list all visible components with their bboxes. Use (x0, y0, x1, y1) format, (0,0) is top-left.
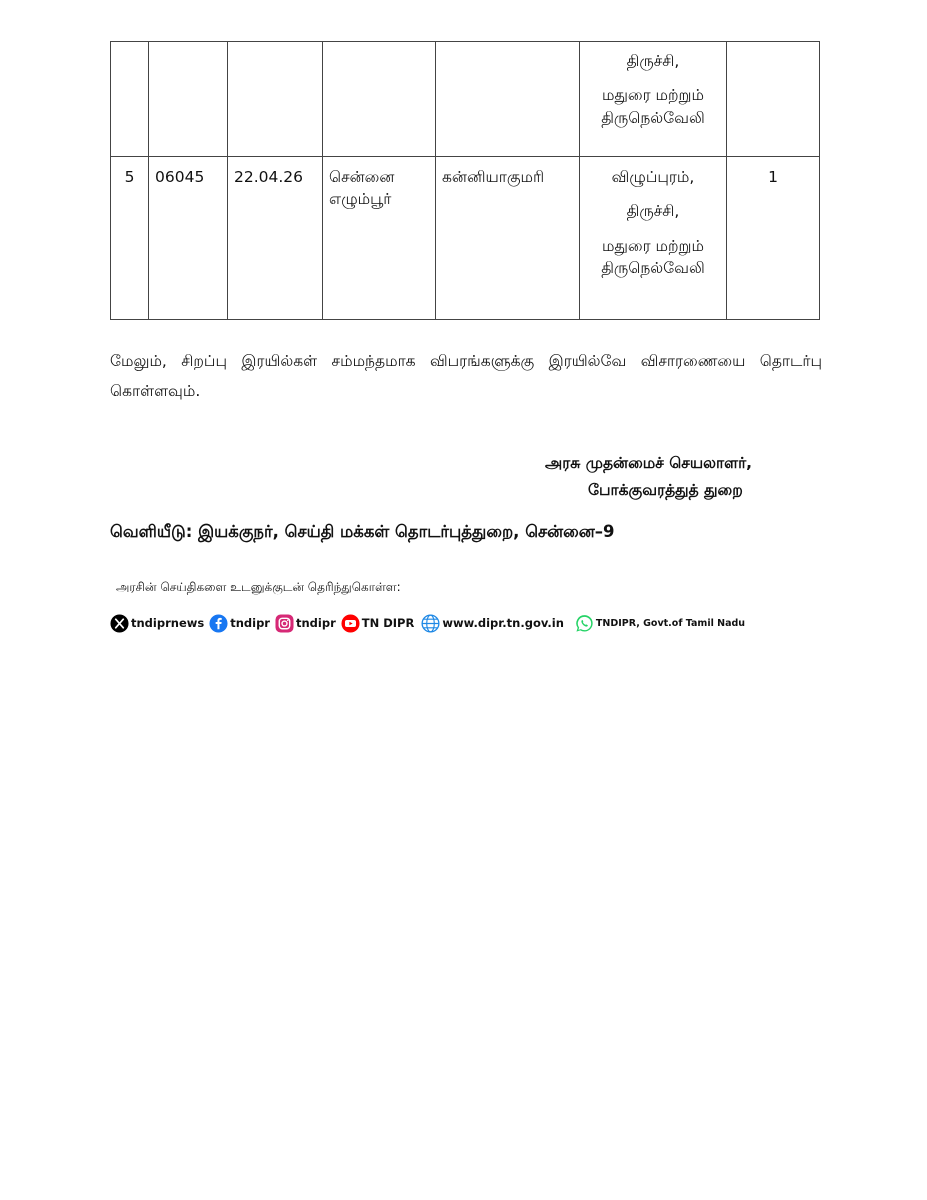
signatory-title: அரசு முதன்மைச் செயலாளர், (545, 454, 753, 472)
signature-block (520, 450, 820, 504)
youtube-icon (341, 614, 360, 633)
sno-cell: 5 (111, 157, 149, 320)
train-number-cell: 06045 (149, 157, 228, 320)
stop-item: மதுரை மற்றும் (602, 236, 704, 255)
enquiry-paragraph: மேலும், சிறப்பு இரயில்கள் சம்மந்தமாக விபரங்களுக்கு இரயில்வே விசாரணையை தொடர்பு கொள்ளவும். (110, 352, 822, 400)
special-trains-table (110, 41, 820, 320)
stop-item: திருநெல்வேலி (601, 108, 705, 127)
follow-caption: அரசின் செய்திகளை உடனுக்குடன் தெரிந்துகொள்ள: (116, 580, 401, 594)
stop-item: விழுப்புரம், (611, 168, 695, 186)
to-cell (436, 42, 580, 157)
social-link-website[interactable]: www.dipr.tn.gov.in (421, 614, 564, 633)
social-link-x[interactable]: tndiprnews (110, 614, 204, 633)
date-cell (228, 42, 323, 157)
stops-cell (580, 157, 727, 320)
table-row (111, 42, 820, 157)
count-cell: 1 (727, 157, 820, 320)
social-link-whatsapp[interactable]: TNDIPR, Govt.of Tamil Nadu (575, 614, 745, 633)
x-icon (110, 614, 129, 633)
globe-icon (421, 614, 440, 633)
stop-item: மதுரை மற்றும் (602, 86, 704, 105)
release-line: வெளியீடு: இயக்குநர், செய்தி மக்கள் தொடர்புத்துறை, சென்னை–9 (110, 522, 615, 541)
whatsapp-icon (575, 614, 594, 633)
social-link-instagram[interactable]: tndipr (275, 614, 336, 633)
to-cell: கன்னியாகுமரி (436, 157, 580, 320)
stop-item: திருச்சி, (626, 202, 680, 221)
instagram-icon (275, 614, 294, 633)
train-number-cell (149, 42, 228, 157)
facebook-icon (209, 614, 228, 633)
sno-cell (111, 42, 149, 157)
from-cell (323, 42, 436, 157)
social-link-youtube[interactable]: TN DIPR (341, 614, 415, 633)
stop-item: திருச்சி, (626, 52, 680, 70)
stops-cell (580, 42, 727, 157)
social-link-facebook[interactable]: tndipr (209, 614, 270, 633)
signatory-department: போக்குவரத்துத் துறை (588, 481, 743, 499)
from-cell: சென்னை எழும்பூர் (323, 157, 436, 320)
date-cell: 22.04.26 (228, 157, 323, 320)
social-media-bar (110, 612, 750, 634)
count-cell (727, 42, 820, 157)
stop-item: திருநெல்வேலி (601, 259, 705, 278)
table-row (111, 157, 820, 320)
